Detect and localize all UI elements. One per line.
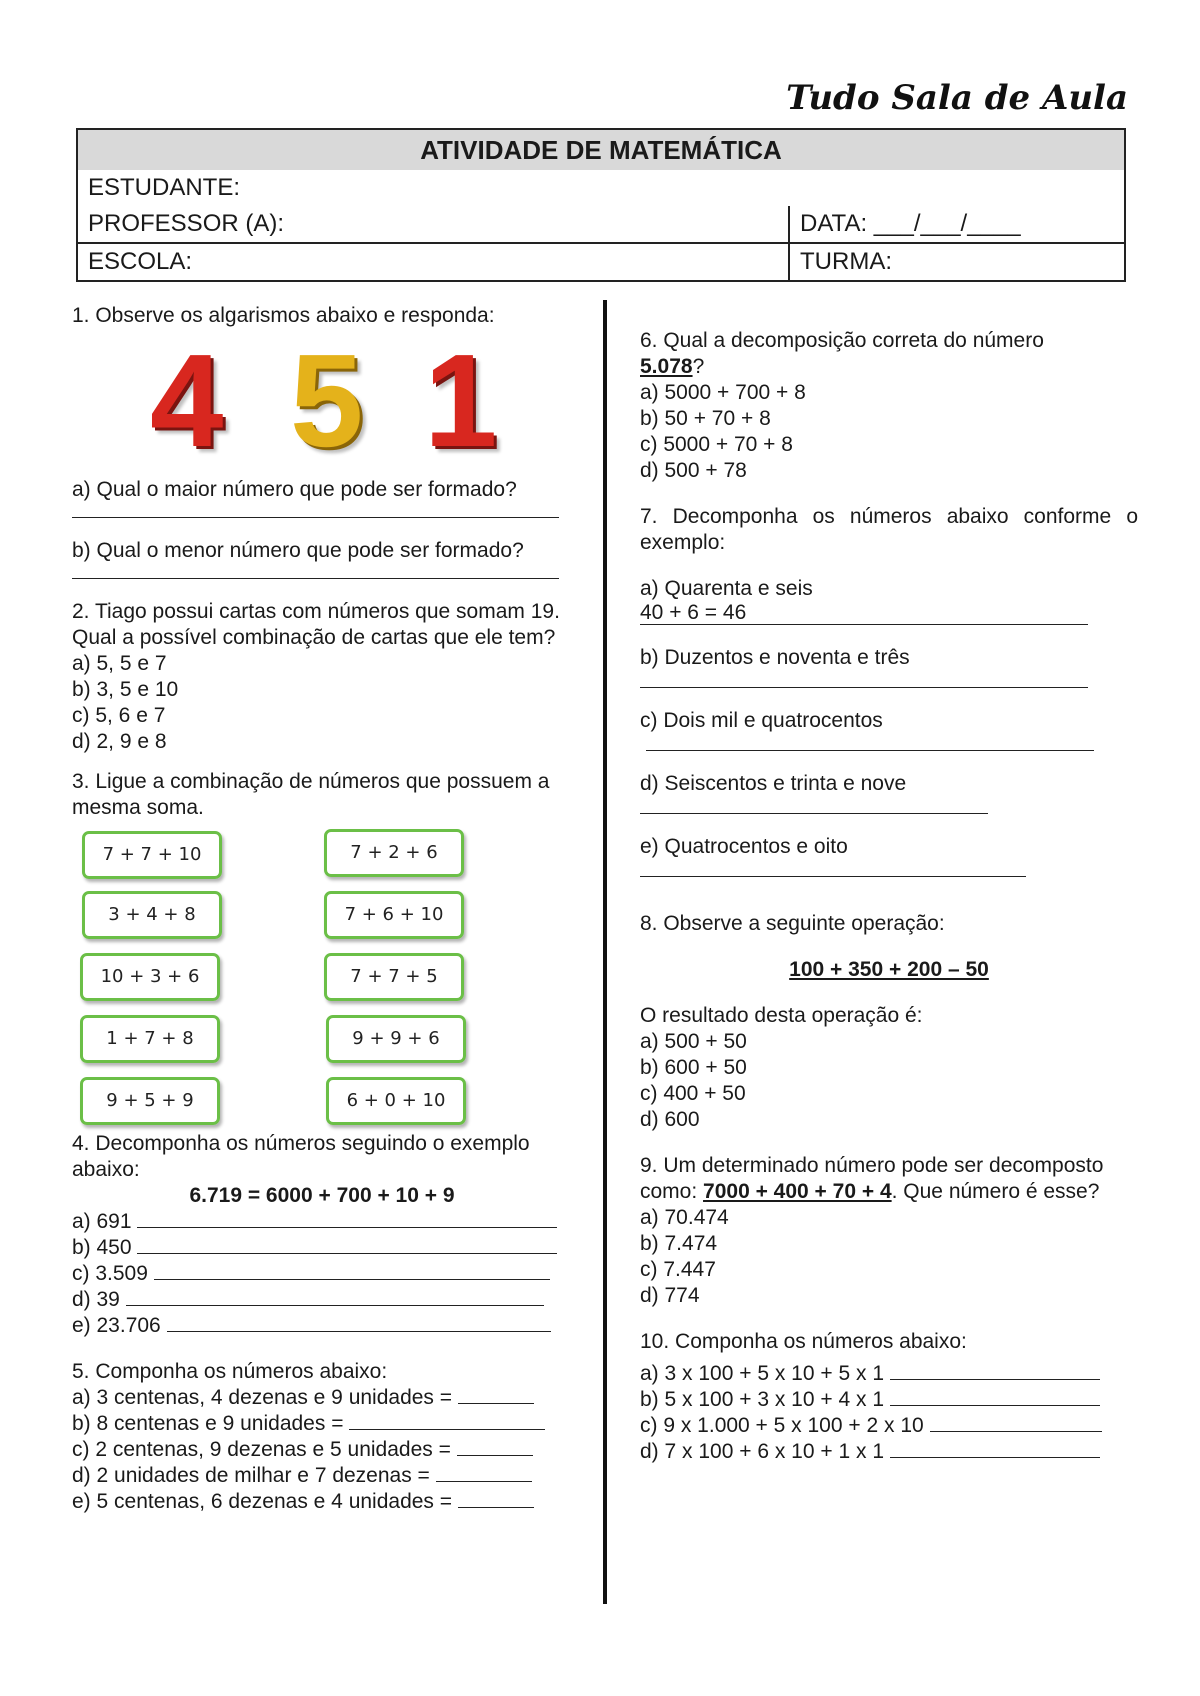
q10-item: a) 3 x 100 + 5 x 10 + 5 x 1: [640, 1362, 884, 1385]
q8-option: b) 600 + 50: [640, 1056, 747, 1079]
q9-expression: 7000 + 400 + 70 + 4: [703, 1180, 892, 1203]
answer-line[interactable]: [890, 1439, 1100, 1458]
q6-option: b) 50 + 70 + 8: [640, 407, 771, 430]
question-2: [72, 599, 572, 755]
q5-item: a) 3 centenas, 4 dezenas e 9 unidades =: [72, 1386, 453, 1409]
q5-item: b) 8 centenas e 9 unidades =: [72, 1412, 344, 1435]
q10-item: b) 5 x 100 + 3 x 10 + 4 x 1: [640, 1388, 884, 1411]
question-6: [640, 328, 1138, 484]
sum-box-right[interactable]: 9 + 9 + 6: [326, 1015, 466, 1063]
q9-option: a) 70.474: [640, 1206, 729, 1229]
q1-b: b) Qual o menor número que pode ser formado?: [72, 539, 524, 562]
left-column: [72, 303, 572, 1515]
sum-box-left[interactable]: 10 + 3 + 6: [80, 953, 220, 1001]
q6-option: c) 5000 + 70 + 8: [640, 433, 793, 456]
q2-option: d) 2, 9 e 8: [72, 730, 167, 753]
q8-option: c) 400 + 50: [640, 1082, 746, 1105]
answer-line[interactable]: [137, 1235, 557, 1254]
answer-line[interactable]: [458, 1385, 534, 1404]
column-divider: [603, 300, 607, 1604]
q4-item: e) 23.706: [72, 1314, 161, 1337]
q9-text-after: . Que número é esse?: [891, 1180, 1100, 1203]
q4-item: b) 450: [72, 1236, 132, 1259]
school-field: ESCOLA:: [77, 243, 789, 281]
q5-item: d) 2 unidades de milhar e 7 dezenas =: [72, 1464, 430, 1487]
q4-item: d) 39: [72, 1288, 120, 1311]
question-5: [72, 1359, 572, 1515]
sum-box-right[interactable]: 7 + 7 + 5: [324, 953, 464, 1001]
question-7: [640, 504, 1138, 877]
right-column: [640, 328, 1138, 1465]
digit-4-image: 4: [150, 327, 224, 474]
brand-logo: Tudo Sala de Aula: [786, 78, 1128, 118]
q4-text: 4. Decomponha os números seguindo o exemplo abaixo:: [72, 1132, 530, 1181]
answer-line[interactable]: [640, 673, 1088, 688]
q1-text: 1. Observe os algarismos abaixo e responda:: [72, 304, 495, 327]
answer-line[interactable]: [349, 1411, 545, 1430]
q7-d: d) Seiscentos e trinta e nove: [640, 772, 907, 795]
q7-a-answer: 40 + 6 = 46: [640, 601, 747, 624]
sum-box-left[interactable]: 9 + 5 + 9: [80, 1077, 220, 1125]
q8-text: 8. Observe a seguinte operação:: [640, 912, 945, 935]
answer-line[interactable]: [72, 505, 559, 518]
q2-option: b) 3, 5 e 10: [72, 678, 179, 701]
question-4: [72, 1131, 572, 1339]
question-1: [72, 303, 572, 579]
sum-box-left[interactable]: 3 + 4 + 8: [82, 891, 222, 939]
q8-result-text: O resultado desta operação é:: [640, 1004, 923, 1027]
q10-text: 10. Componha os números abaixo:: [640, 1330, 967, 1353]
answer-line[interactable]: [126, 1287, 544, 1306]
question-8: [640, 911, 1138, 1133]
sum-box-left[interactable]: 7 + 7 + 10: [82, 831, 222, 879]
q1-a: a) Qual o maior número que pode ser formado?: [72, 478, 517, 501]
date-field: DATA: ___/___/____: [800, 210, 1021, 237]
page-title: ATIVIDADE DE MATEMÁTICA: [77, 129, 1125, 170]
digit-1-image: 1: [424, 327, 498, 474]
q10-item: d) 7 x 100 + 6 x 10 + 1 x 1: [640, 1440, 884, 1463]
sum-box-left[interactable]: 1 + 7 + 8: [80, 1015, 220, 1063]
q3-text: 3. Ligue a combinação de números que possuem a mesma soma.: [72, 770, 550, 819]
q2-option: c) 5, 6 e 7: [72, 704, 166, 727]
q6-option: d) 500 + 78: [640, 459, 747, 482]
q10-item: c) 9 x 1.000 + 5 x 100 + 2 x 10: [640, 1414, 924, 1437]
answer-line[interactable]: [646, 736, 1094, 751]
digit-images: [72, 327, 572, 474]
digit-5-image: 5: [290, 327, 364, 474]
answer-line[interactable]: [154, 1261, 550, 1280]
q8-option: d) 600: [640, 1108, 700, 1131]
sum-box-right[interactable]: 7 + 2 + 6: [324, 829, 464, 877]
answer-line[interactable]: [890, 1387, 1100, 1406]
teacher-field: PROFESSOR (A):: [77, 206, 789, 243]
q7-text: 7. Decomponha os números abaixo conforme o exemplo:: [640, 505, 1138, 554]
answer-line[interactable]: [167, 1313, 551, 1332]
q9-option: c) 7.447: [640, 1258, 716, 1281]
sum-box-right[interactable]: 6 + 0 + 10: [326, 1077, 466, 1125]
sum-boxes: [72, 831, 572, 1131]
q4-item: c) 3.509: [72, 1262, 148, 1285]
answer-line[interactable]: [890, 1361, 1100, 1380]
q6-text: 6. Qual a decomposição correta do número: [640, 329, 1044, 352]
answer-line[interactable]: [458, 1489, 534, 1508]
q9-text-before: 9. Um determinado número pode ser decomposto como:: [640, 1154, 1104, 1203]
answer-line[interactable]: [640, 862, 1026, 877]
q9-option: b) 7.474: [640, 1232, 718, 1255]
q7-b: b) Duzentos e noventa e três: [640, 646, 910, 669]
q8-operation: 100 + 350 + 200 – 50: [789, 958, 989, 981]
q5-item: e) 5 centenas, 6 dezenas e 4 unidades =: [72, 1490, 453, 1513]
question-9: [640, 1153, 1138, 1309]
header-table: [76, 128, 1126, 282]
answer-line[interactable]: [72, 566, 559, 579]
q9-option: d) 774: [640, 1284, 700, 1307]
q2-text: 2. Tiago possui cartas com números que somam 19. Qual a possível combinação de cartas que ele tem?: [72, 600, 560, 649]
q7-e: e) Quatrocentos e oito: [640, 835, 848, 858]
q4-item: a) 691: [72, 1210, 132, 1233]
q5-text: 5. Componha os números abaixo:: [72, 1360, 388, 1383]
question-3: [72, 769, 572, 1131]
answer-line[interactable]: [436, 1463, 532, 1482]
class-field: TURMA:: [789, 243, 1125, 281]
q2-option: a) 5, 5 e 7: [72, 652, 167, 675]
q7-c: c) Dois mil e quatrocentos: [640, 709, 883, 732]
answer-line[interactable]: [137, 1209, 557, 1228]
answer-line[interactable]: [930, 1413, 1102, 1432]
question-10: [640, 1329, 1138, 1465]
q8-option: a) 500 + 50: [640, 1030, 747, 1053]
student-field: ESTUDANTE:: [88, 174, 241, 201]
q6-number: 5.078: [640, 355, 693, 378]
q6-qmark: ?: [692, 355, 705, 378]
q6-option: a) 5000 + 700 + 8: [640, 381, 806, 404]
q4-example: 6.719 = 6000 + 700 + 10 + 9: [189, 1184, 455, 1207]
q7-a: a) Quarenta e seis: [640, 577, 813, 600]
answer-line[interactable]: [457, 1437, 533, 1456]
q5-item: c) 2 centenas, 9 dezenas e 5 unidades =: [72, 1438, 451, 1461]
answer-line[interactable]: [640, 799, 988, 814]
sum-box-right[interactable]: 7 + 6 + 10: [324, 891, 464, 939]
